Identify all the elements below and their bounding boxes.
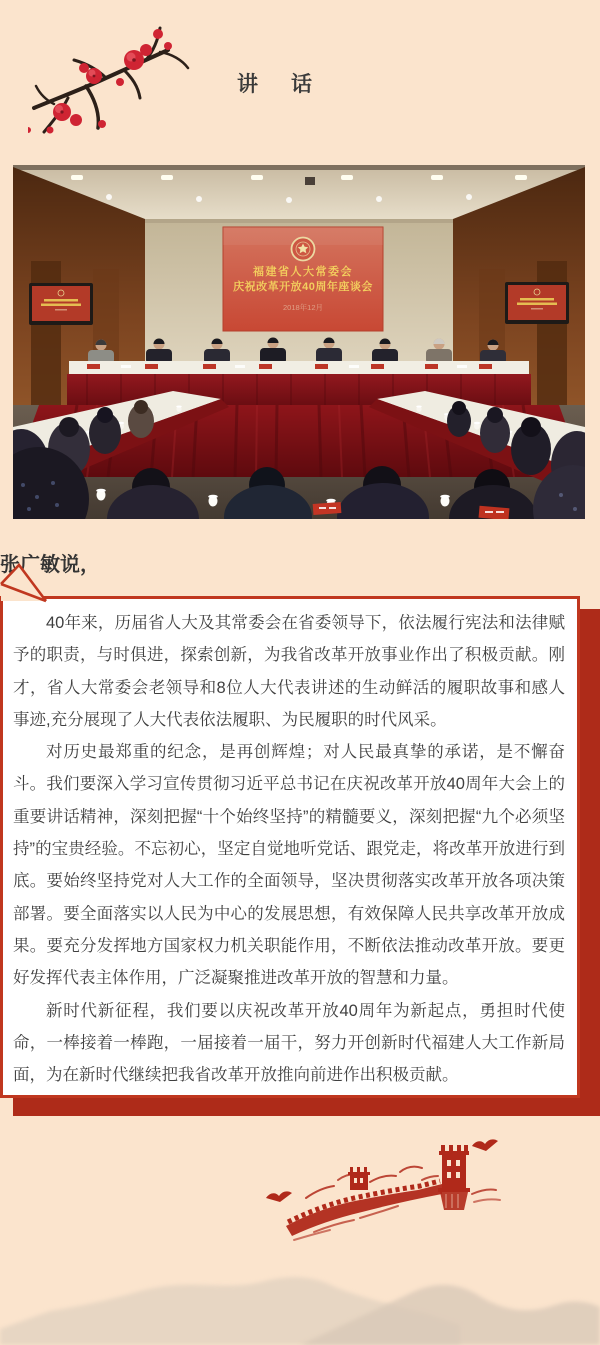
speech-paragraph-3: 新时代新征程，我们要以庆祝改革开放40周年为新起点，勇担时代使命，一棒接着一棒跑，一届接着一届干，努力开创新时代福建人大工作新局面，为在新时代继续把我省改革开放推向前进作出积极贡献。: [13, 1001, 565, 1085]
screen-date: 2018年12月: [282, 303, 324, 312]
national-emblem-icon: [292, 238, 315, 261]
screen-title-line2: 庆祝改革开放40周年座谈会: [233, 281, 373, 293]
page-title: 讲 话: [237, 73, 318, 96]
left-tv-screen: [29, 283, 93, 325]
plum-blossom-illustration: [28, 20, 200, 148]
projection-screen: [223, 227, 383, 331]
speech-bubble-tail: [0, 558, 52, 606]
meeting-photo[interactable]: [13, 165, 585, 519]
speech-paragraph-2: 对历史最郑重的纪念，是再创辉煌；对人民最真挚的承诺，是不懈奋斗。我们要深入学习宣传贯彻习近平总书记在庆祝改革开放40周年大会上的重要讲话精神，深刻把握“十个始终坚持”的精髓要义，深刻把握“九个必须坚持”的宝贵经验。不忘初心，坚定自觉地听党话、跟党走，将改革开放进行到底。要始终坚持党对人大工作的全面领导，坚决贯彻落实改革开放各项决策部署。要全面落实以人民为中心的发展思想，有效保障人民共享改革开放成果。要充分发挥地方国家权力机关职能作用，不断依法推动改革开放。要更好发挥代表主体作用，广泛凝聚推进改革开放的智慧和力量。: [13, 743, 565, 988]
speaker-label: 张广敏说，: [0, 554, 100, 576]
right-tv-screen: [505, 282, 569, 324]
conference-room-scene: [13, 165, 585, 519]
mountains-illustration: [0, 1243, 600, 1345]
speech-quote-box: [0, 596, 580, 1098]
screen-title-line1: 福建省人大常委会: [253, 266, 353, 278]
great-wall-illustration: [250, 1136, 518, 1256]
projector: [305, 177, 315, 185]
speech-paragraph-1: 40年来，历届省人大及其常委会在省委领导下，依法履行宪法和法律赋予的职责，与时俱进，探索创新，为我省改革开放事业作出了积极贡献。刚才，省人大常委会老领导和8位人大代表讲述的生动鲜活的履职故事和感人事迹,充分展现了人大代表依法履职、为民履职的时代风采。: [13, 614, 565, 729]
